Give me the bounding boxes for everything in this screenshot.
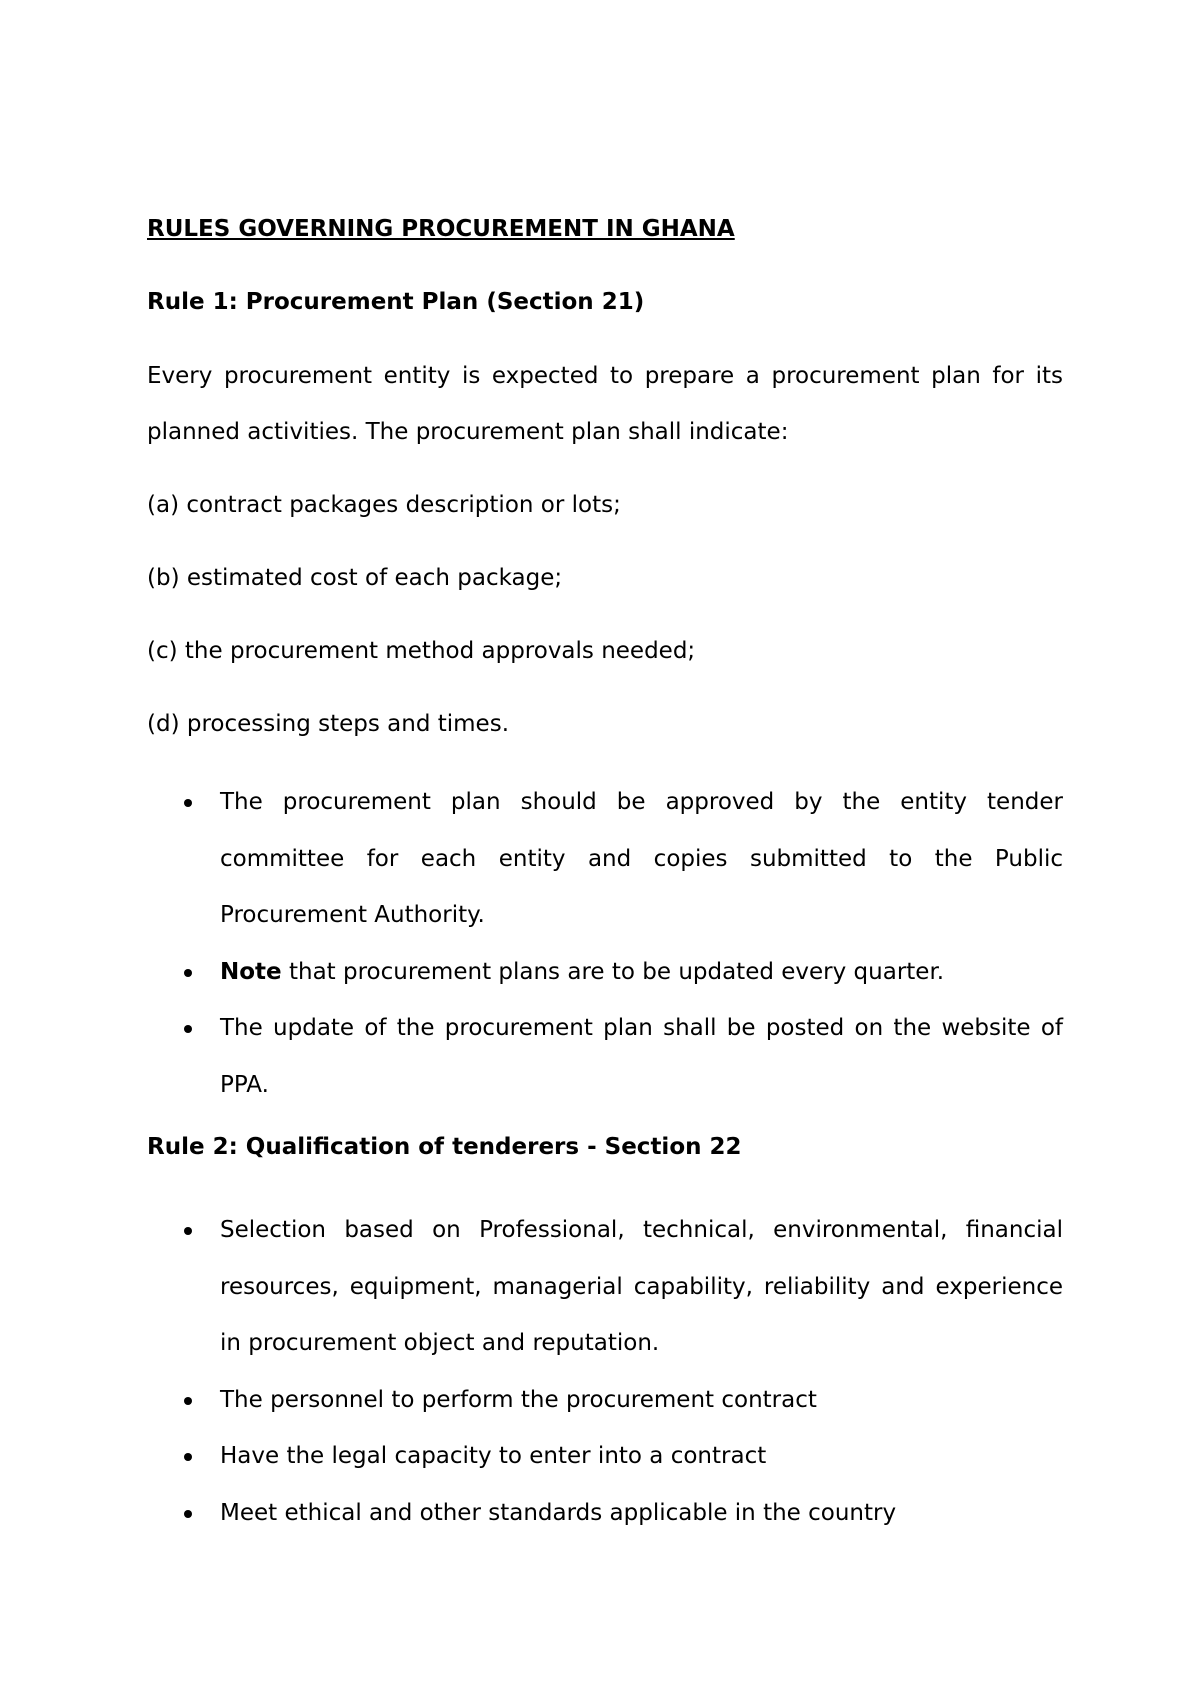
- bullet-icon: [184, 1453, 192, 1461]
- list-item: [147, 1000, 1063, 1113]
- bullet-icon: [184, 1227, 192, 1235]
- bullet-icon: [184, 799, 192, 807]
- bullet-icon: [184, 1510, 192, 1518]
- rule-1-intro-paragraph: Every procurement entity is expected to prepare a procurement plan for its planned activities. The procurement plan shall indicate:: [147, 363, 1063, 445]
- plan-item-a: (a) contract packages description or lots;: [147, 492, 621, 518]
- document-title: RULES GOVERNING PROCUREMENT IN GHANA: [147, 216, 735, 242]
- bullet-text: that procurement plans are to be updated every quarter.: [281, 958, 945, 985]
- list-item: [147, 774, 1063, 944]
- bullet-text: The update of the procurement plan shall be posted on the website of PPA.: [220, 1015, 1063, 1098]
- bullet-text: Have the legal capacity to enter into a contract: [220, 1443, 767, 1469]
- rule-2-heading: Rule 2: Qualification of tenderers - Section 22: [147, 1134, 742, 1160]
- bullet-text: The procurement plan should be approved by the entity tender committee for each entity and copies submitted to the Public Procurement Authority.: [220, 789, 1063, 928]
- rule-1-bullet-list: [147, 774, 1063, 1113]
- plan-item-c: (c) the procurement method approvals needed;: [147, 638, 696, 664]
- plan-item-b: (b) estimated cost of each package;: [147, 565, 563, 591]
- bullet-text: The personnel to perform the procurement contract: [220, 1386, 817, 1413]
- bullet-text: Meet ethical and other standards applicable in the country: [220, 1499, 897, 1526]
- bullet-text: Selection based on Professional, technical, environmental, financial resources, equipment, managerial capability, reliability and experience in procurement object and reputation.: [220, 1217, 1063, 1356]
- bullet-icon: [184, 1397, 192, 1405]
- rule-2-bullet-list: [147, 1202, 1063, 1541]
- bullet-icon: [184, 1025, 192, 1033]
- plan-item-d: (d) processing steps and times.: [147, 711, 510, 737]
- list-item: [147, 1428, 1063, 1485]
- list-item: [147, 1485, 1063, 1542]
- bullet-icon: [184, 969, 192, 977]
- list-item: [147, 944, 1063, 1001]
- list-item: [147, 1202, 1063, 1372]
- list-item: [147, 1372, 1063, 1429]
- note-label: Note: [220, 958, 282, 985]
- rule-1-heading: Rule 1: Procurement Plan (Section 21): [147, 289, 645, 315]
